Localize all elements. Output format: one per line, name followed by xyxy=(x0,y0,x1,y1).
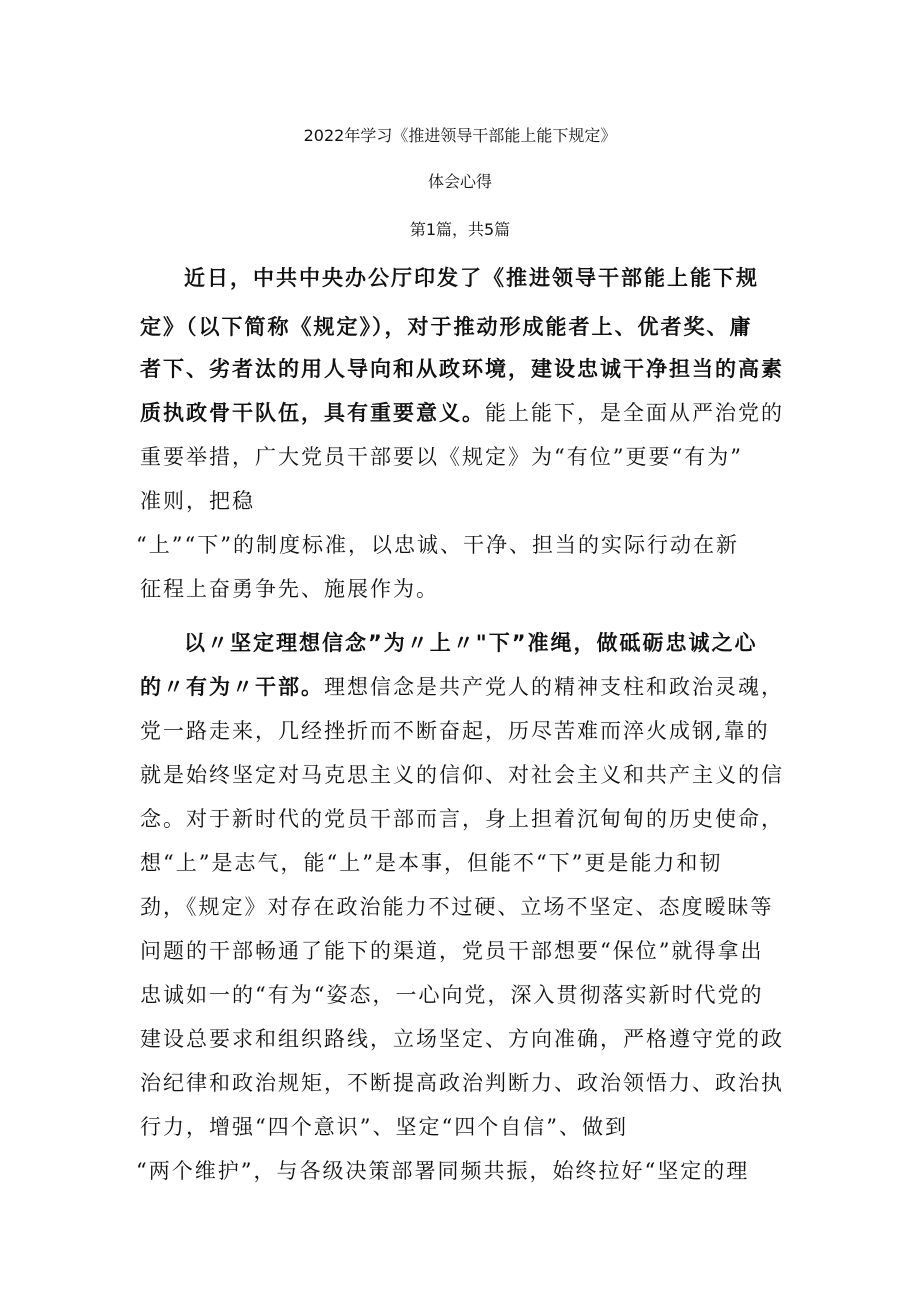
paragraph-1-bold-text: 质执政骨干队伍，具有重要意义。 xyxy=(140,401,485,425)
paragraph-2-line: “两个维护”，与各级决策部署同频共振，始终拉好“坚定的理 xyxy=(136,1159,750,1183)
paragraph-2-line: 就是始终坚定对马克思主义的信仰、对社会主义和共产主义的信 xyxy=(140,763,784,787)
paragraph-1-line: 征程上奋勇争先、施展作为。 xyxy=(140,577,439,601)
paragraph-1-line: 定》（以下简称《规定》），对于推动形成能者上、优者奖、庸 xyxy=(140,315,753,339)
paragraph-2-line: 以〃坚定理想信念”为〃上〃"下”准绳，做砥砺忠诚之心 xyxy=(184,631,758,655)
paragraph-1-line: “上”“下”的制度标准，以忠诚、干净、担当的实际行动在新 xyxy=(136,533,739,557)
paragraph-2-text: 理想信念是共产党人的精神支柱和政治灵魂， xyxy=(324,675,784,699)
paragraph-1-line: 者下、劣者汰的用人导向和从政环境，建设忠诚干净担当的高素 xyxy=(140,357,784,381)
paragraph-2-line: 行力，增强“四个意识”、坚定“四个自信”、做到 xyxy=(140,1115,628,1139)
paragraph-1-line: 准则，把稳 xyxy=(140,489,255,513)
document-subtitle: 第1篇，共5篇 xyxy=(409,220,511,239)
paragraph-1-line: 重要举措，广大党员干部要以《规定》为“有位”更要“有为” xyxy=(140,445,743,469)
paragraph-2-line xyxy=(140,672,784,702)
paragraph-2-line: 问题的干部畅通了能下的渠道，党员干部想要“保位”就得拿出 xyxy=(140,939,764,963)
paragraph-1-line xyxy=(140,398,784,428)
paragraph-2-line: 劲，《规定》对存在政治能力不过硬、立场不坚定、态度暧昧等 xyxy=(140,895,774,919)
paragraph-2-line: 念。对于新时代的党员干部而言，身上担着沉甸甸的历史使命， xyxy=(140,807,784,831)
paragraph-1-line: 近日，中共中央办公厅印发了《推进领导干部能上能下规 xyxy=(184,266,759,290)
paragraph-2-line: 忠诚如一的“有为“姿态，一心向党，深入贯彻落实新时代党的 xyxy=(140,983,764,1007)
document-title-line-2: 体会心得 xyxy=(427,172,492,191)
paragraph-1-text: 能上能下，是全面从严治党的 xyxy=(485,401,784,425)
paragraph-2-line: 治纪律和政治规矩，不断提高政治判断力、政治领悟力、政治执 xyxy=(140,1071,784,1095)
document-title-line-1: 2022年学习《推进领导干部能上能下规定》 xyxy=(303,126,617,145)
paragraph-2-line: 想“上”是志气，能“上”是本事，但能不“下”更是能力和韧 xyxy=(140,851,723,875)
paragraph-2-line: 党一路走来，几经挫折而不断奋起，历尽苦难而淬火成钢,靠的 xyxy=(140,719,770,743)
paragraph-2-line: 建设总要求和组织路线，立场坚定、方向准确，严格遵守党的政 xyxy=(140,1027,784,1051)
paragraph-2-bold-text: 的〃有为〃干部。 xyxy=(140,675,324,699)
